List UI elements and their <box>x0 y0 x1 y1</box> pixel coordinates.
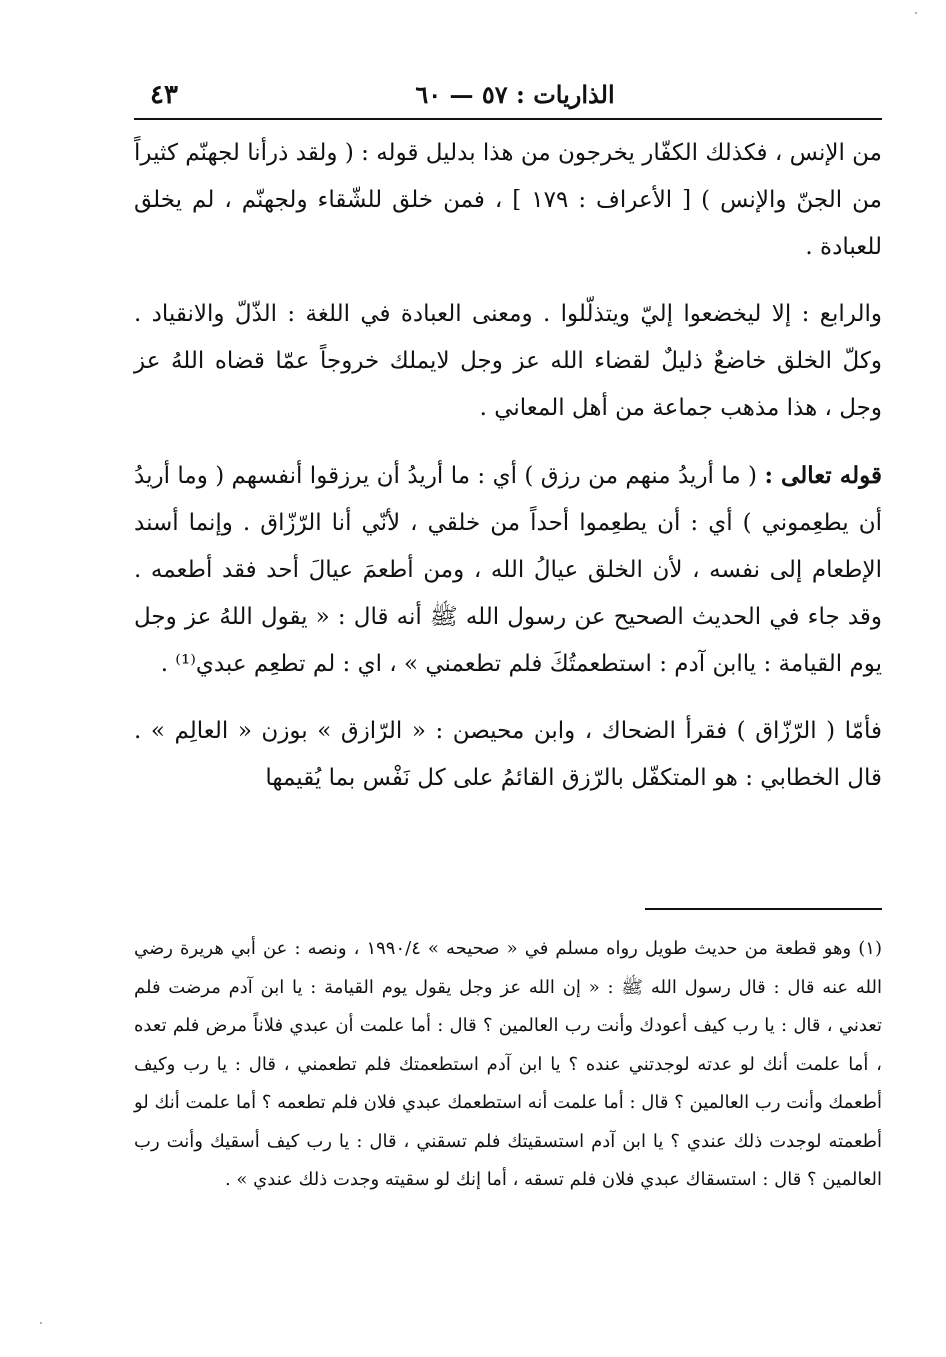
running-head: الذاريات : ٥٧ — ٦٠ <box>415 80 615 109</box>
page-number: ٤٣ <box>150 80 178 110</box>
paragraph-4: فأمّا ( الرّزّاق ) فقرأ الضحاك ، وابن محيصن : « الرّازق » بوزن « العالِم » . قال الخطابي : هو المتكفّل بالرّزق القائمُ على كل نَفْس بما يُقيمها <box>134 718 882 791</box>
scan-speck <box>915 12 917 14</box>
scan-speck <box>40 1322 42 1324</box>
paragraph-3-text: ( ما أريدُ منهم من رزق ) أي : ما أريدُ أن يرزقوا أنفسهم ( وما أريدُ أن يطعِموني ) أي : أن يطعِموا أحداً من خلقي ، لأنّي أنا الرّزّاق . وإنما أسند الإطعام إلى نفسه ، لأن الخلق عيالُ الله ، ومن أطعمَ عيالَ أحد فقد أطعمه . وقد جاء في الحديث الصحيح عن رسول الله ﷺ أنه قال : « يقول اللهُ عز وجل يوم القيامة : ياابن آدم : استطعمتُكَ فلم تطعمني » ، اي : لم تطعِم عبدي⁽¹⁾ . <box>134 463 882 677</box>
paragraph-3 <box>134 452 882 688</box>
header-rule <box>134 118 882 120</box>
footnote: (١) وهو قطعة من حديث طويل رواه مسلم في « صحيحه » ١٩٩٠/٤ ، ونصه : عن أبي هريرة رضي الله عنه قال : قال رسول الله ﷺ : « إن الله عز وجل يقول يوم القيامة : يا ابن آدم مرضت فلم تعدني ، قال : يا رب كيف أعودك وأنت رب العالمين ؟ قال : أما علمت أن عبدي فلاناً مرض فلم تعده ، أما علمت أنك لو عدته لوجدتني عنده ؟ يا ابن آدم استطعمتك فلم تطعمني ، قال : يا رب وكيف أطعمك وأنت رب العالمين ؟ قال : أما علمت أنه استطعمك عبدي فلان فلم تطعمه ؟ أما علمت أنك لو أطعمته لوجدت ذلك عندي ؟ يا ابن آدم استسقيتك فلم تسقني ، قال : يا رب كيف أسقيك وأنت رب العالمين ؟ قال : استسقاك عبدي فلان فلم تسقه ، أما إنك لو سقيته وجدت ذلك عندي » . <box>134 938 882 1190</box>
paragraph-1: من الإنس ، فكذلك الكفّار يخرجون من هذا بدليل قوله : ( ولقد ذرأنا لجهنّم كثيراً من الجنّ والإنس ) [ الأعراف : ١٧٩ ] ، فمن خلق للشّقاء ولجهنّم ، لم يخلق للعبادة . <box>134 140 882 260</box>
paragraph-2: والرابع : إلا ليخضعوا إليّ ويتذلّلوا . ومعنى العبادة في اللغة : الذّلّ والانقياد . وكلّ الخلق خاضعٌ ذليلٌ لقضاء الله عز وجل لايملك خروجاً عمّا قضاه اللهُ عز وجل ، هذا مذهب جماعة من أهل المعاني . <box>134 301 882 421</box>
main-text <box>134 130 882 822</box>
verse-lead-label: قوله تعالى : <box>764 462 883 489</box>
footnote-rule <box>645 908 882 910</box>
